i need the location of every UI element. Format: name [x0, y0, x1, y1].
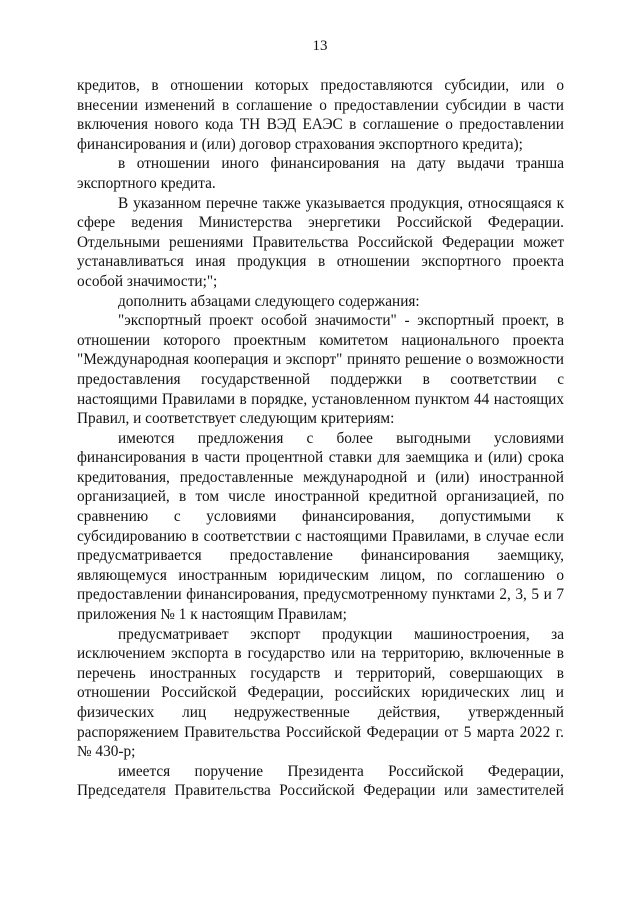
paragraph: "экспортный проект особой значимости" - экспортный проект, в отношении которого проектным комитетом национального проекта "Международная кооперация и экспорт" принято решение о возможности предоставления государственной поддержки в соответствии с настоящими Правилами в порядке, установленном пунктом 44 настоящих Правил, и соответствует следующим критериям:	[77, 312, 564, 428]
paragraph: имеются предложения с более выгодными условиями финансирования в части процентной ставки для заемщика и (или) срока кредитования, предоставленные международной и (или) иностранной организацией, в том числе иностранной кредитной организацией, по сравнению с условиями финансирования, допустимыми к субсидированию в соответствии с настоящими Правилами, в случае если предусматривается предоставление финансирования заемщику, являющемуся иностранным юридическим лицом, по соглашению о предоставлении финансирования, предусмотренному пунктами 2, 3, 5 и 7 приложения № 1 к настоящим Правилам;	[77, 429, 564, 624]
paragraph: предусматривает экспорт продукции машиностроения, за исключением экспорта в государство или на территорию, включенные в перечень иностранных государств и территорий, совершающих в отношении Российской Федерации, российских юридических лиц и физических лиц недружественные действия, утвержденный распоряжением Правительства Российской Федерации от 5 марта 2022 г. № 430-р;	[77, 625, 564, 761]
paragraph: в отношении иного финансирования на дату выдачи транша экспортного кредита.	[77, 155, 564, 192]
document-body	[77, 76, 564, 801]
paragraph: В указанном перечне также указывается продукция, относящаяся к сфере ведения Министерства энергетики Российской Федерации. Отдельными решениями Правительства Российской Федерации может устанавливаться иная продукция в отношении экспортного проекта особой значимости;";	[77, 194, 564, 290]
paragraph: имеется поручение Президента Российской Федерации, Председателя Правительства Российской Федерации или заместителей	[77, 762, 564, 800]
paragraph: дополнить абзацами следующего содержания:	[118, 292, 420, 310]
paragraph: кредитов, в отношении которых предоставляются субсидии, или о внесении изменений в соглашение о предоставлении субсидии в части включения нового кода ТН ВЭД ЕАЭС в соглашение о предоставлении финансирования и (или) договор страхования экспортного кредита);	[77, 77, 564, 153]
page-number: 13	[312, 38, 328, 54]
